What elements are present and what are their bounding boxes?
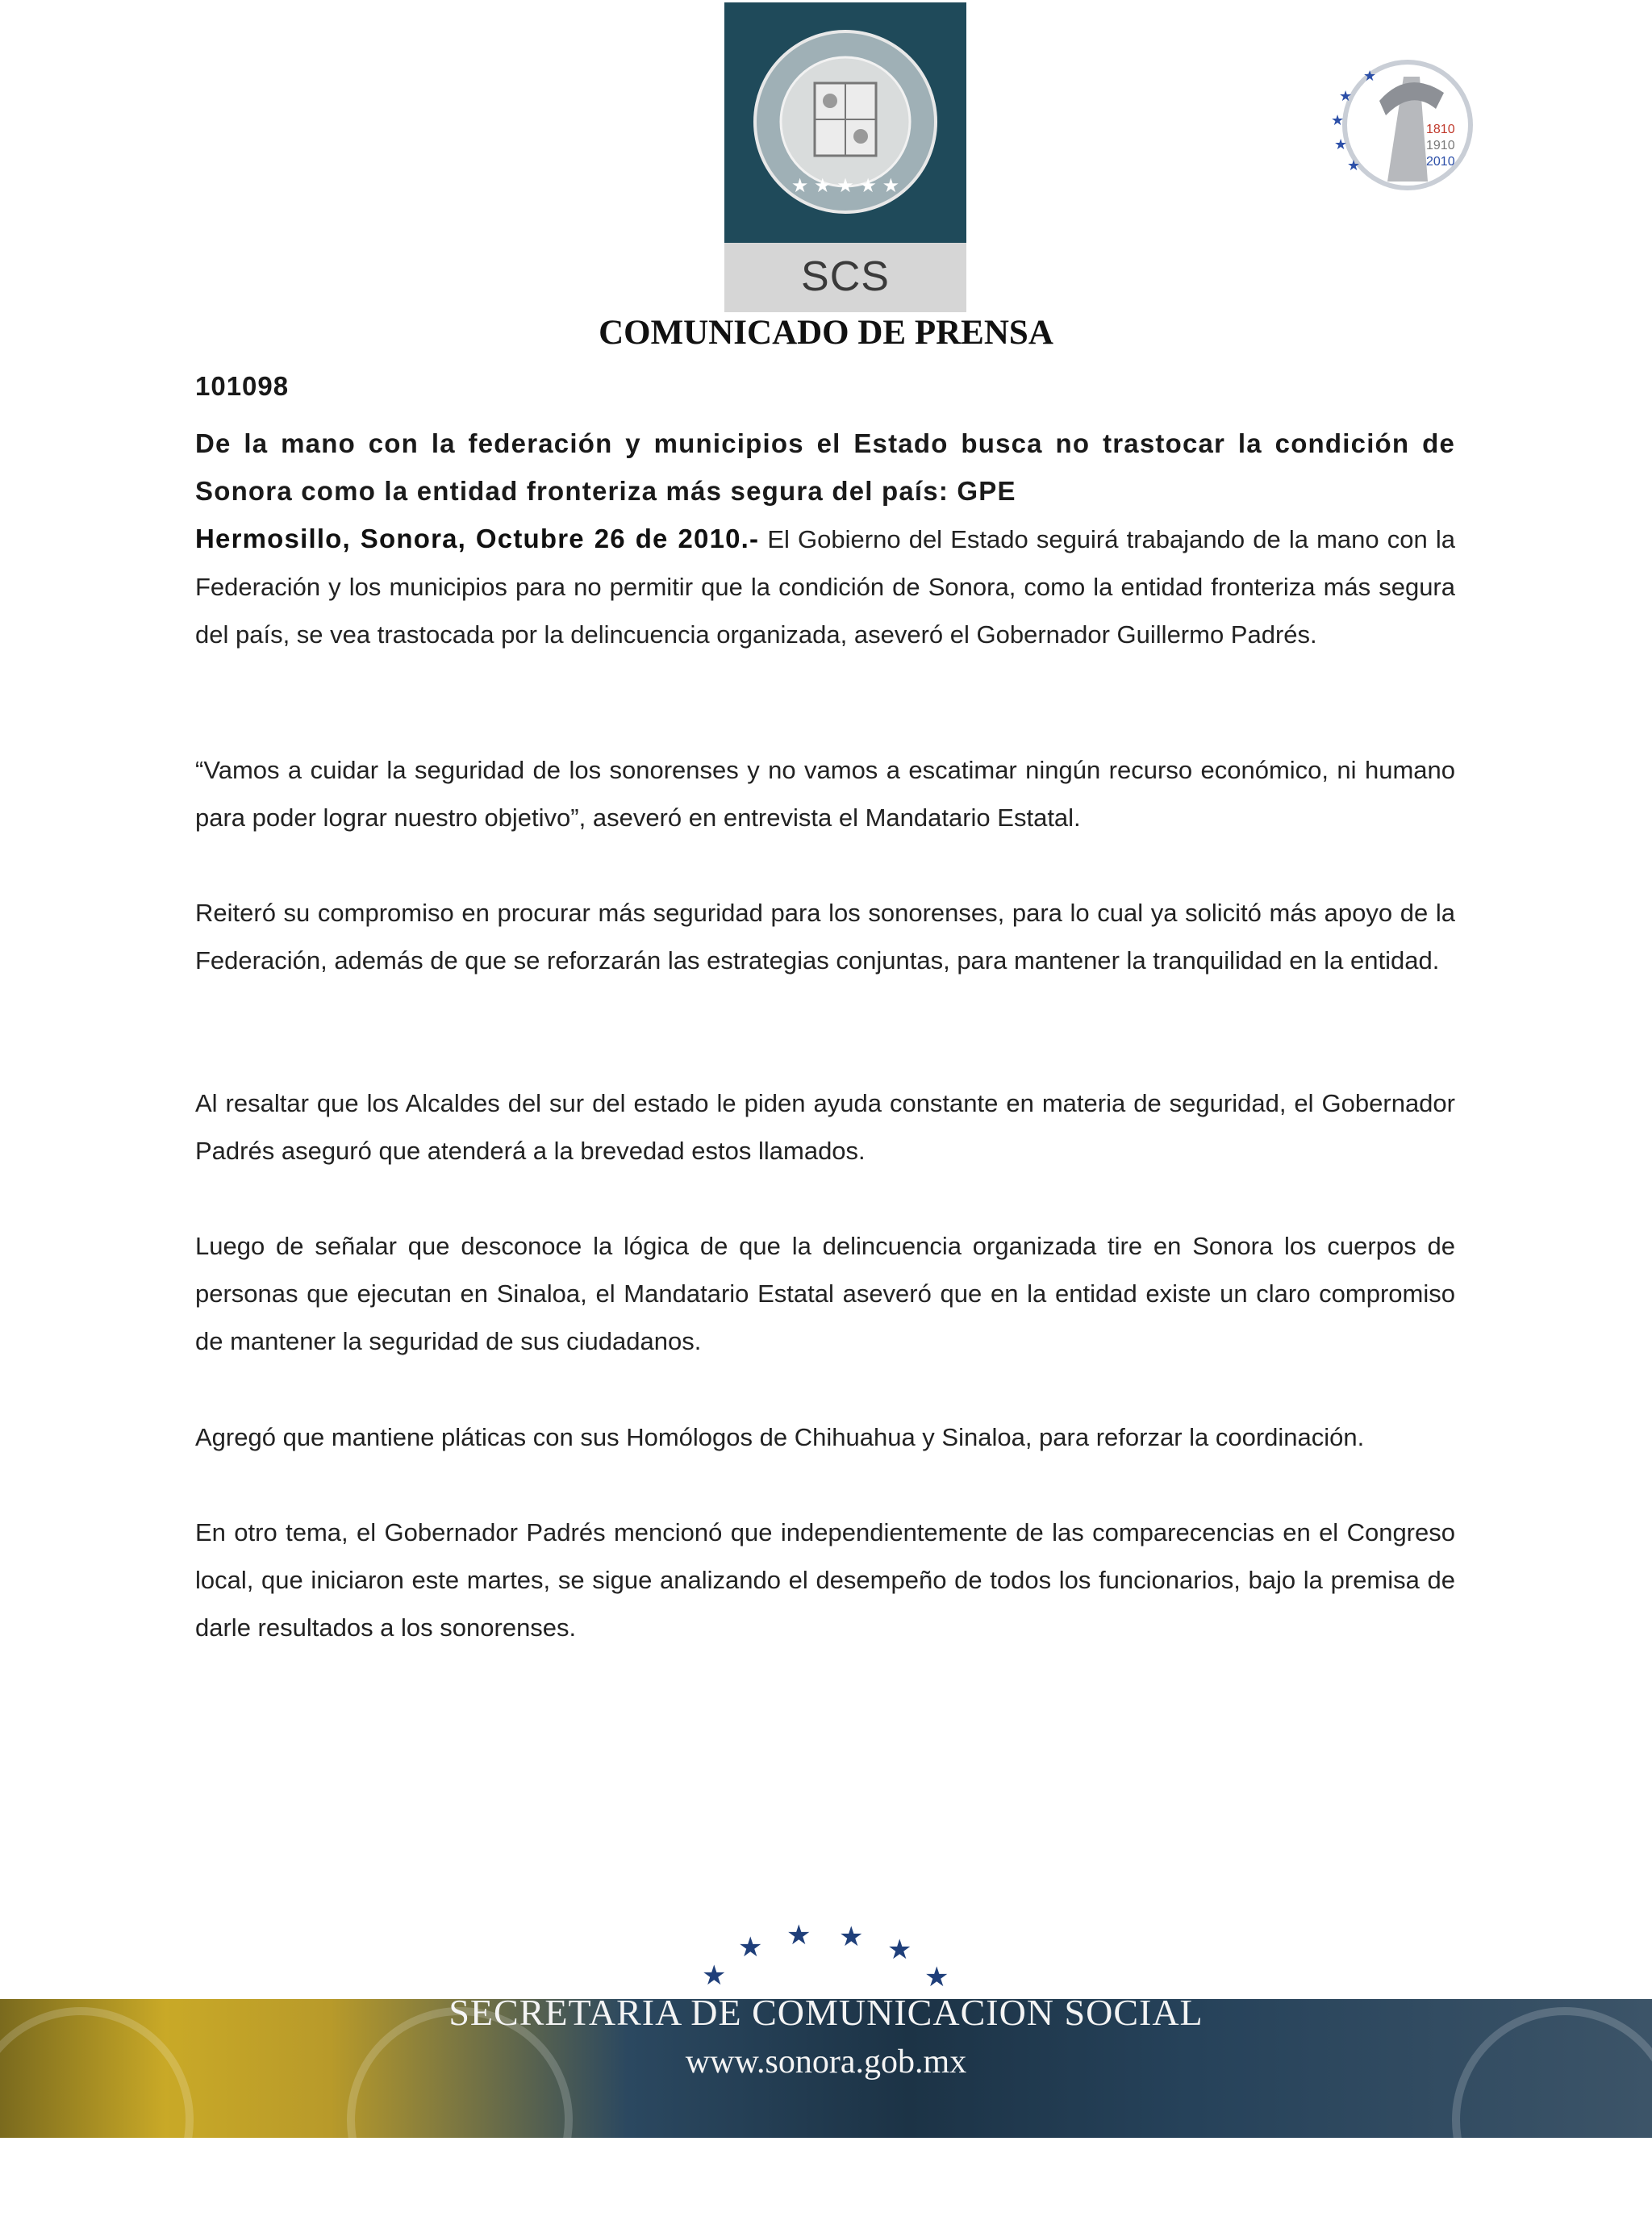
paragraph-7: En otro tema, el Gobernador Padrés mencionó que independientemente de las comparecencias en el Congreso local, que iniciaron este martes, se sigue analizando el desempeño de todos los funcionarios, bajo la premisa de darle resultados a los sonorenses. <box>195 1518 1455 1642</box>
paragraph-1-text: El Gobierno del Estado seguirá trabajando de la mano con la Federación y los municipios para no permitir que la condición de Sonora, como la entidad fronteriza más segura del país, se vea trastocada por la delincuencia organizada, aseveró el Gobernador Guillermo Padrés. <box>195 525 1455 649</box>
svg-text:★: ★ <box>1339 88 1353 104</box>
svg-text:1910: 1910 <box>1426 139 1455 152</box>
paragraph-2: “Vamos a cuidar la seguridad de los sonorenses y no vamos a escatimar ningún recurso económico, ni humano para poder lograr nuestro objetivo”, aseveró en entrevista el Mandatario Estatal. <box>195 756 1455 832</box>
svg-text:2010: 2010 <box>1426 155 1455 169</box>
release-number: 101098 <box>195 371 290 401</box>
bicentenario-emblem-icon <box>1323 44 1492 206</box>
footer-seal-watermark-center <box>347 2007 573 2233</box>
logo-label: SCS <box>801 253 890 300</box>
dateline: Hermosillo, Sonora, Octubre 26 de 2010.- <box>195 524 760 553</box>
footer-url-link[interactable]: www.sonora.gob.mx <box>685 2043 967 2081</box>
document-title: COMUNICADO DE PRENSA <box>599 314 1053 352</box>
paragraph-5: Luego de señalar que desconoce la lógica de que la delincuencia organizada tire en Sonora los cuerpos de personas que ejecutan en Sinaloa, el Mandatario Estatal aseveró que en la entidad existe un claro compromiso de mantener la seguridad de sus ciudadanos. <box>195 1232 1455 1355</box>
svg-text:★: ★ <box>1331 112 1345 128</box>
svg-text:★: ★ <box>1347 157 1361 173</box>
svg-text:★: ★ <box>1363 68 1377 84</box>
svg-text:★ ★ ★ ★ ★: ★ ★ ★ ★ ★ <box>791 175 900 197</box>
svg-text:★: ★ <box>1334 136 1348 152</box>
svg-text:1810: 1810 <box>1426 123 1455 136</box>
svg-text:★: ★ <box>738 1931 763 1964</box>
state-seal-icon <box>750 27 941 217</box>
svg-text:★: ★ <box>702 1960 727 1992</box>
svg-text:★: ★ <box>924 1961 949 1993</box>
footer-title: SECRETARIA DE COMUNICACION SOCIAL <box>448 1992 1204 2033</box>
paragraph-4: Al resaltar que los Alcaldes del sur del estado le piden ayuda constante en materia de seguridad, el Gobernador Padrés aseguró que atenderá a la brevedad estos llamados. <box>195 1089 1455 1165</box>
footer-seal-watermark-right <box>1452 2007 1652 2233</box>
paragraph-3: Reiteró su compromiso en procurar más seguridad para los sonorenses, para lo cual ya solicitó más apoyo de la Federación, además de que se reforzarán las estrategias conjuntas, para mantener la tranquilidad en la entidad. <box>195 899 1455 975</box>
scs-logo <box>724 2 966 312</box>
footer-seal-watermark-left <box>0 2007 194 2233</box>
svg-text:★: ★ <box>887 1934 912 1966</box>
svg-text:★: ★ <box>839 1921 864 1953</box>
paragraph-1 <box>195 515 1455 658</box>
svg-text:★: ★ <box>786 1920 811 1951</box>
footer-stars-icon <box>686 1920 968 1993</box>
paragraph-6: Agregó que mantiene pláticas con sus Homólogos de Chihuahua y Sinaloa, para reforzar la coordinación. <box>195 1423 1365 1451</box>
headline: De la mano con la federación y municipios el Estado busca no trastocar la condición de Sonora como la entidad fronteriza más segura del país: GPE <box>195 428 1455 506</box>
